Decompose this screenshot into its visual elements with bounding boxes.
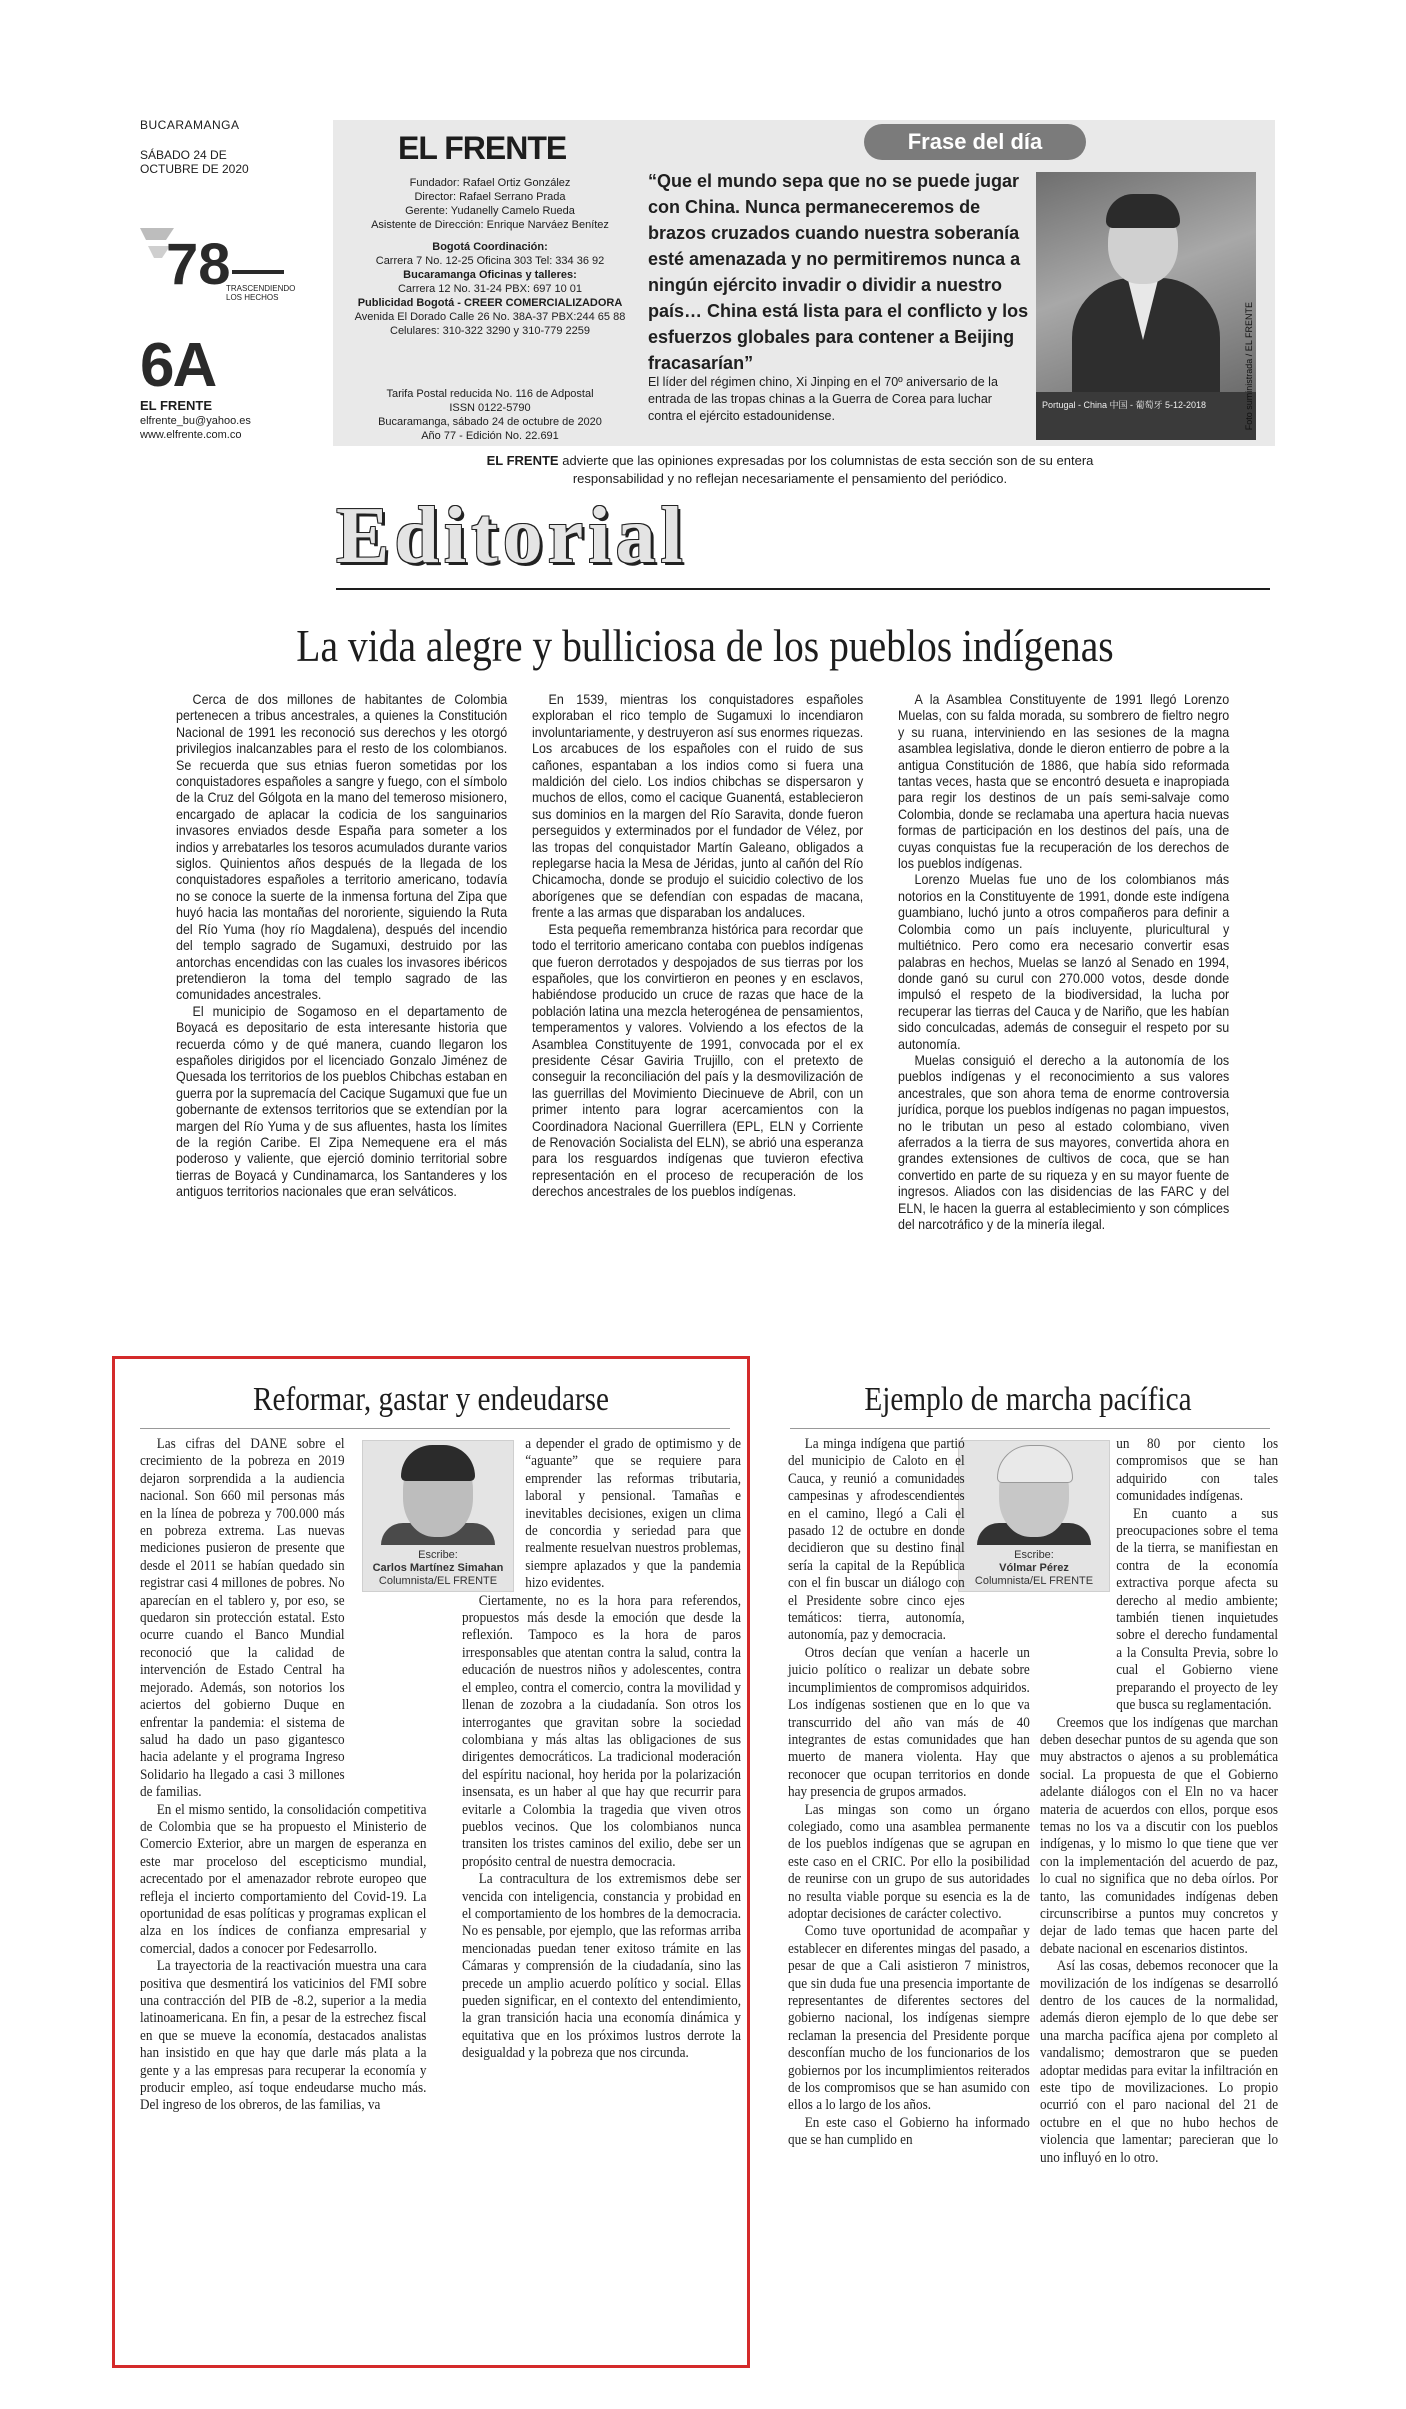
paragraph: Muelas consiguió el derecho a la autonomía de los pueblos indígenas y el reconocimiento a sus valores ancestrales, que son ahora tema de enorme controversia jurídica, porque los pueblos indígenas no pagan impuestos, no le tributan un peso al estado colombiano, viven aferrados a la tierra de sus mayores, convertida ahora en grandes extensiones de cultivos de coca, que se han convertido en parte de su riqueza y en su mayor fuente de ingresos. Aliados con las disidencias de las FARC y del ELN, le hacen la guerra al establecimiento y son cómplices del narcotráfico y de la minería ilegal. bbox=[898, 1052, 1230, 1232]
logo-caption: TRASCENDIENDO LOS HECHOS bbox=[226, 284, 296, 302]
photo-tag: Portugal - China 中国 - 葡萄牙 5-12-2018 bbox=[1042, 400, 1207, 410]
paragraph: Las mingas son como un órgano colegiado, como una asamblea permanente de los pueblos indígenas que se agrupan en este caso en el CRIC. Por ello la posibilidad de reunirse con un grupo de sus autoridades no resulta viable porque su esencia es la de adoptar decisiones de carácter colectivo. bbox=[788, 1801, 1030, 1922]
disclaimer bbox=[440, 452, 1140, 488]
divider bbox=[140, 1428, 730, 1429]
paragraph: Así las cosas, debemos reconocer que la movilización de los indígenas se desarrolló dentro de los cauces de la normalidad, además dieron ejemplo de lo que debe ser una marcha pacífica ajena por completo al vandalismo; demostraron que se pueden adoptar medidas para evitar la infiltración en este tipo de movilizaciones. Lo propio ocurrió con el paro nacional del 21 de octubre en el que no hubo hechos de violencia que lamentar; parecieran que lo uno influyó en lo otro. bbox=[1040, 1958, 1279, 2166]
divider bbox=[336, 588, 1270, 590]
issn: ISSN 0122-5790 bbox=[449, 402, 531, 414]
divider bbox=[790, 1428, 1270, 1429]
editorial-column-1 bbox=[176, 692, 507, 1201]
column1-left bbox=[140, 1436, 426, 2115]
column2-right bbox=[1040, 1436, 1278, 2167]
paragraph: Esta pequeña remembranza histórica para recordar que todo el territorio americano contaba con pueblos indígenas que fueron derrotados y despojados de sus tierras por los españoles, que los convirtieron en peones y en esclavos, habiéndose producido un cruce de razas que hace de la población latina una mezcla heterogénea de pensamientos, temperamentos y valores. Volviendo a los efectos de la Asamblea Constituyente de 1991, convocada por el ex presidente César Gaviria Trujillo, con el pretexto de conseguir la reconciliación del país y la desmovilización de las guerrillas del Movimiento Diecinueve de Abril, con un primer intento para lograr acercamientos con la Coordinadora Nacional Guerrillera (EPL, ELN y Corriente de Renovación Socialista del ELN), se abrió una esperanza para los resguardos indígenas que tuvieron efectiva representación en el proceso de recuperación de los derechos ancestrales de los pueblos indígenas. bbox=[532, 921, 864, 1200]
phrase-caption: El líder del régimen chino, Xi Jinping en el 70º aniversario de la entrada de las tropas chinas a la Guerra de Corea para luchar contra el ejército estadounidense. bbox=[648, 375, 998, 423]
assistant: Asistente de Dirección: Enrique Narváez Benítez bbox=[371, 219, 609, 231]
paragraph: A la Asamblea Constituyente de 1991 llegó Lorenzo Muelas, con su falda morada, su sombrero de fieltro negro y su ruana, interviniendo en las sesiones de la magna asamblea legislativa, donde le dieron entierro de pobre a la antigua Constitución de 1886, que había sido reformada tantas veces, hasta que se encontró desueta e inapropiada para regir los destinos de un país semi-salvaje como Colombia, donde se reclamaba una apertura hacia nuevas formas de participación en los destinos del país, una de cuyas conquistas fue la recuperación de los derechos de los pueblos indígenas. bbox=[898, 692, 1230, 872]
page-number: 6A bbox=[140, 331, 216, 400]
bucaramanga-address: Carrera 12 No. 31-24 PBX: 697 10 01 bbox=[397, 283, 583, 295]
phones: Celulares: 310-322 3290 y 310-779 2259 bbox=[390, 325, 590, 337]
director: Director: Rafael Serrano Prada bbox=[414, 191, 566, 203]
editorial-column-3 bbox=[898, 692, 1229, 1233]
paragraph: La trayectoria de la reactivación muestra una cara positiva que desmentirá los vaticinios del FMI sobre una contracción del PIB de -8.2, superior a la media latinoamericana. En fin, a pesar de la estrechez fiscal en que se mueve la economía, destacados analistas han insistido en que hay que darle más plata a la gente y a las empresas para recuperar la economía y producir empleo, así toque endeudarse mucho más. Del ingreso de los obreros, de las familias, va bbox=[140, 1958, 427, 2114]
issue-number: Año 77 - Edición No. 22.691 bbox=[421, 430, 559, 442]
paragraph: La minga indígena que partió del municipio de Caloto en el Cauca, y reunió a comunidades campesinas y afrodescendientes en el camino, llegó a Cali el pasado 12 de octubre en donde decidieron que su destino final sería la capital de la República con el fin buscar un diálogo con el Presidente sobre cinco ejes temáticos: tierra, autonomía, autonomía, paz y democracia. bbox=[788, 1436, 965, 1644]
paragraph: En cuanto a sus preocupaciones sobre el tema de la tierra, se manifiestan en contra de la economía extractiva porque afecta su derecho al medio ambiente; también tienen inquietudes sobre el derecho fundamental a la Consulta Previa, sobre lo cual el Gobierno viene preparando el proyecto de ley que busca su reglamentación. bbox=[1116, 1505, 1279, 1714]
email-link[interactable]: elfrente_bu@yahoo.es bbox=[140, 415, 251, 427]
contact-info bbox=[140, 414, 251, 442]
paragraph: Lorenzo Muelas fue uno de los colombianos más notorios en la Constituyente de 1991, donde este indígena guambiano, luchó junto a otros compañeros para definir a Colombia como un país incluyente, pluricultural y multiétnico. Pero como era necesario convertir esas palabras en hechos, Muelas se lanzó al Senado en 1994, donde ganó su curul con 270.000 votos, desde donde impulsó el respeto de la biodiversidad, la lucha por recuperar las tierras del Cauca y de Nariño, que les habían sido conculcadas, además de conseguir el respeto por su autonomía. bbox=[898, 872, 1230, 1052]
founder: Fundador: Rafael Ortiz González bbox=[409, 177, 571, 189]
masthead-title: EL FRENTE bbox=[398, 130, 567, 166]
editorial-column-2 bbox=[532, 692, 863, 1201]
paragraph: La contracultura de los extremismos debe ser vencida con inteligencia, constancia y probidad en el comportamiento de los hombres de la democracia. No es pensable, por ejemplo, que las reformas arriba mencionadas puedan tener exitoso trámite en las Cámaras y comprensión de la ciudadanía, sino las precede un amplio acuerdo político y social. Ellas pueden significar, en el contexto del entendimiento, la gran transición hacia una economía dinámica y equitativa que en los próximos lustros derrote la desigualdad y la pobreza que nos circunda. bbox=[462, 1871, 741, 2062]
author-name: Vólmar Pérez bbox=[999, 1562, 1069, 1574]
tariff: Tarifa Postal reducida No. 116 de Adpostal bbox=[386, 388, 594, 400]
column1-right bbox=[462, 1436, 741, 2063]
section-title: Editorial bbox=[336, 492, 688, 580]
paragraph: En el mismo sentido, la consolidación competitiva de Colombia que se ha propuesto el Ministerio de Comercio Exterior, abre un margen de esperanza en este mar proceloso del escepticismo mundial, acrecentado por el amenazador rebrote europeo que refleja el incierto comportamiento del Covid-19. La oportunidad de esas políticas y programas explican el alza en los índices de confianza empresarial y comercial, dados a conocer por Fedesarrollo. bbox=[140, 1801, 427, 1957]
disclaimer-brand: EL FRENTE bbox=[486, 453, 559, 468]
paragraph: Las cifras del DANE sobre el crecimiento de la pobreza en 2019 dejaron sorprendida a la audiencia nacional. Son 660 mil personas más en la línea de pobreza y 700.000 más en pobreza extrema. Las nuevas mediciones pusieron de presente que desde el 2011 se habían quedado sin registrar casi 4 millones de pobres. No aparecían en el tablero y, por eso, se quedaron sin protección estatal. Esto ocurre cuando el Banco Mundial reconoció que la calidad de intervención de Estado Central ha mejorado. Además, son notorios los aciertos del gobierno Duque en enfrentar la pandemia: el sistema de salud ha dado un paso gigantesco hacia adelante y el programa Ingreso Solidario ha llegado a casi 3 millones de familias. bbox=[140, 1436, 345, 1801]
manager: Gerente: Yudanelly Camelo Rueda bbox=[405, 205, 575, 217]
bucaramanga-title: Bucaramanga Oficinas y talleres: bbox=[403, 269, 577, 281]
issue-date-line: Bucaramanga, sábado 24 de octubre de 2020 bbox=[378, 416, 602, 428]
author-role: Columnista/EL FRENTE bbox=[974, 1575, 1094, 1587]
advertising-title: Publicidad Bogotá - CREER COMERCIALIZADORA bbox=[357, 297, 623, 309]
masthead-credits bbox=[340, 176, 640, 338]
xi-jinping-photo bbox=[1036, 172, 1256, 440]
paragraph: En 1539, mientras los conquistadores españoles exploraban el rico templo de Sugamuxi lo incendiaron involuntariamente, y destruyeron así sus enormes riquezas. Los arcabuces de los españoles con el ruido de sus cañones, espantaban a los indios como si fuera una maldición del cielo. Los indios chibchas se dispersaron y muchos de ellos, como el cacique Guanentá, establecieron sus dominios en la margen del Río Saravita, donde fueron perseguidos y exterminados por el fundador de Vélez, por las tropas del conquistador Martín Galeano, obligados a replegarse hacia la Mesa de Jéridas, junto al cañón del Río Chicamocha, donde se produjo el suicidio colectivo de los aborígenes que se defendían con espadas de macana, frente a las armas que disparaban los andaluces. bbox=[532, 692, 864, 921]
author-name: Carlos Martínez Simahan bbox=[372, 1562, 504, 1574]
author-role: Columnista/EL FRENTE bbox=[378, 1575, 498, 1587]
paragraph: Ciertamente, no es la hora para referendos, propuestos más desde la emoción que desde la reflexión. Tampoco es la hora de paros irresponsables que atentan contra la salud, contra la educación de nuestros niños y adolescentes, contra el empleo, contra el comercio, contra la movilidad y llenan de zozobra a la ciudadanía. Son otros los interrogantes que gravitan sobre la sociedad colombiana y más altas las obligaciones de sus dirigentes democráticos. La tradicional moderación del espíritu nacional, hoy herida por la polarización insensata, es un haber al que hay que recurrir para evitarle a Colombia la tragedia que viven otros pueblos vecinos. Que los colombianos nunca transiten los tristes caminos del exilio, debe ser un propósito central de nuestra democracia. bbox=[462, 1592, 741, 1870]
svg-text:78: 78 bbox=[166, 232, 231, 297]
masthead-tariff bbox=[340, 387, 640, 443]
paragraph: un 80 por ciento los compromisos que se han adquirido con tales comunidades indígenas. bbox=[1116, 1436, 1279, 1505]
column2-headline: Ejemplo de marcha pacífica bbox=[864, 1381, 1192, 1418]
bogota-address: Carrera 7 No. 12-25 Oficina 303 Tel: 334 36 92 bbox=[375, 255, 605, 267]
issue-date: SÁBADO 24 DE OCTUBRE DE 2020 bbox=[140, 148, 249, 176]
paragraph: El municipio de Sogamoso en el departamento de Boyacá es depositario de esta interesante historia que recuerda cómo y de qué manera, cuando llegaron los españoles dirigidos por el licenciado Gonzalo Jiménez de Quesada los territorios de los pueblos Chibchas estaban en guerra por la supremacía del Cacique Sugamuxi que fue un gobernante de extensos territorios que se extendían por la margen del Río Yuma y de sus afluentes, hasta los límites de la región Caribe. El Zipa Nemequene era el más poderoso y valiente, que ejerció dominio territorial sobre tierras de Boyacá y Cundinamarca, los Santanderes y los antiguos territorios nacionales que eran selváticos. bbox=[176, 1003, 508, 1200]
phrase-label: Frase del día bbox=[864, 124, 1086, 160]
disclaimer-text: advierte que las opiniones expresadas por los columnistas de esta sección son de su entera responsabilidad y no reflejan necesariamente el pensamiento del periódico. bbox=[558, 453, 1094, 486]
bogota-title: Bogotá Coordinación: bbox=[432, 241, 548, 253]
paragraph: Como tuve oportunidad de acompañar y establecer en diferentes mingas del pasado, a pesar de que a Cali asistieron 7 ministros, que sin duda fue una presencia importante de representantes de diferentes sectores del gobierno nacional, los indígenas siempre reclaman la presencia del Presidente porque desconfían mucho de los funcionarios de los gobiernos por los incumplimientos reiterados de los compromisos que se han asumido con ellos a lo largo de los años. bbox=[788, 1923, 1030, 2114]
paragraph: En este caso el Gobierno ha informado que se han cumplido en bbox=[788, 2114, 1030, 2149]
editorial-headline: La vida alegre y bulliciosa de los pueblos indígenas bbox=[296, 620, 1114, 671]
advertising-address: Avenida El Dorado Calle 26 No. 38A-37 PBX:244 65 88 bbox=[354, 311, 626, 323]
paragraph: a depender el grado de optimismo y de “aguante” que se requiere para emprender las reformas tributaria, laboral y pensional. Tamañas e inevitables decisiones, exigen un clima de concordia y seriedad para que realmente resuelvan nuestros problemas, siempre aplazados y que la pandemia hizo evidentes. bbox=[525, 1436, 741, 1592]
paragraph: Otros decían que venían a hacerle un juicio político o realizar un debate sobre incumplimientos de compromisos adquiridos. Los indígenas sostienen que en lo que va transcurrido del año van más de 40 integrantes de estas comunidades que han muerto de manera violenta. Hay que reconocer que ocupan territorios en donde hay presencia de grupos armados. bbox=[788, 1644, 1030, 1801]
author-label: Escribe: bbox=[418, 1549, 458, 1561]
city-label: BUCARAMANGA bbox=[140, 118, 240, 132]
phrase-quote: “Que el mundo sepa que no se puede jugar con China. Nunca permaneceremos de brazos cruzados cuando nuestra soberanía esté amenazada y no permitiremos nunca a ningún ejército invadir o dividir a nuestro país… China está lista para el conflicto y los esfuerzos globales para contener a Beijing fracasarían” bbox=[648, 171, 1029, 373]
website-link[interactable]: www.elfrente.com.co bbox=[140, 429, 242, 441]
paragraph: Cerca de dos millones de habitantes de Colombia pertenecen a tribus ancestrales, a quienes la Constitución Nacional de 1991 les reconoció sus derechos y les otorgó privilegios inalcanzables para el resto de los colombianos. Se recuerda que sus etnias fueron sometidas por los conquistadores españoles a sangre y fuego, con el símbolo de la Cruz del Gólgota en la mano del temeroso misionero, encargado de aplacar la codicia de los sanguinarios invasores enviados desde España para someter a los indios y arrebatarles los tesoros acumulados durante varios siglos. Quinientos años después de la llegada de los conquistadores españoles a territorio americano, todavía no se conoce la suerte de la inmensa fortuna del Zipa que huyó hacia las montañas del nororiente, siguiendo la Ruta del Río Yuma (hoy río Magdalena), después del incendio del templo sagrado de Sugamuxi, destruido por las antorchas encendidas con las cuales los invasores ibéricos pretendieron la toma del templo sagrado de las comunidades ancestrales. bbox=[176, 692, 508, 1003]
column1-headline: Reformar, gastar y endeudarse bbox=[252, 1381, 610, 1418]
author-label: Escribe: bbox=[1014, 1549, 1054, 1561]
column2-left bbox=[788, 1436, 1030, 2150]
photo-credit: Foto suministrada / EL FRENTE bbox=[1244, 302, 1254, 431]
paper-name-small: EL FRENTE bbox=[140, 398, 212, 413]
paragraph: Creemos que los indígenas que marchan deben desechar puntos de su agenda que son muy abstractos o ajenos a su problemática social. La propuesta de que el Gobierno adelante diálogos con el Eln no va hacer materia de acuerdos con ellos, porque esos temas no los va a discutir con los pueblos indígenas, y lo mismo lo que tiene que ver con la implementación del acuerdo de paz, lo cual no significa que no deba oírlos. Por tanto, las comunidades indígenas deben circunscribirse a puntos muy concretos y dejar de lado temas que hacen parte del debate nacional en escenarios distintos. bbox=[1040, 1714, 1279, 1957]
